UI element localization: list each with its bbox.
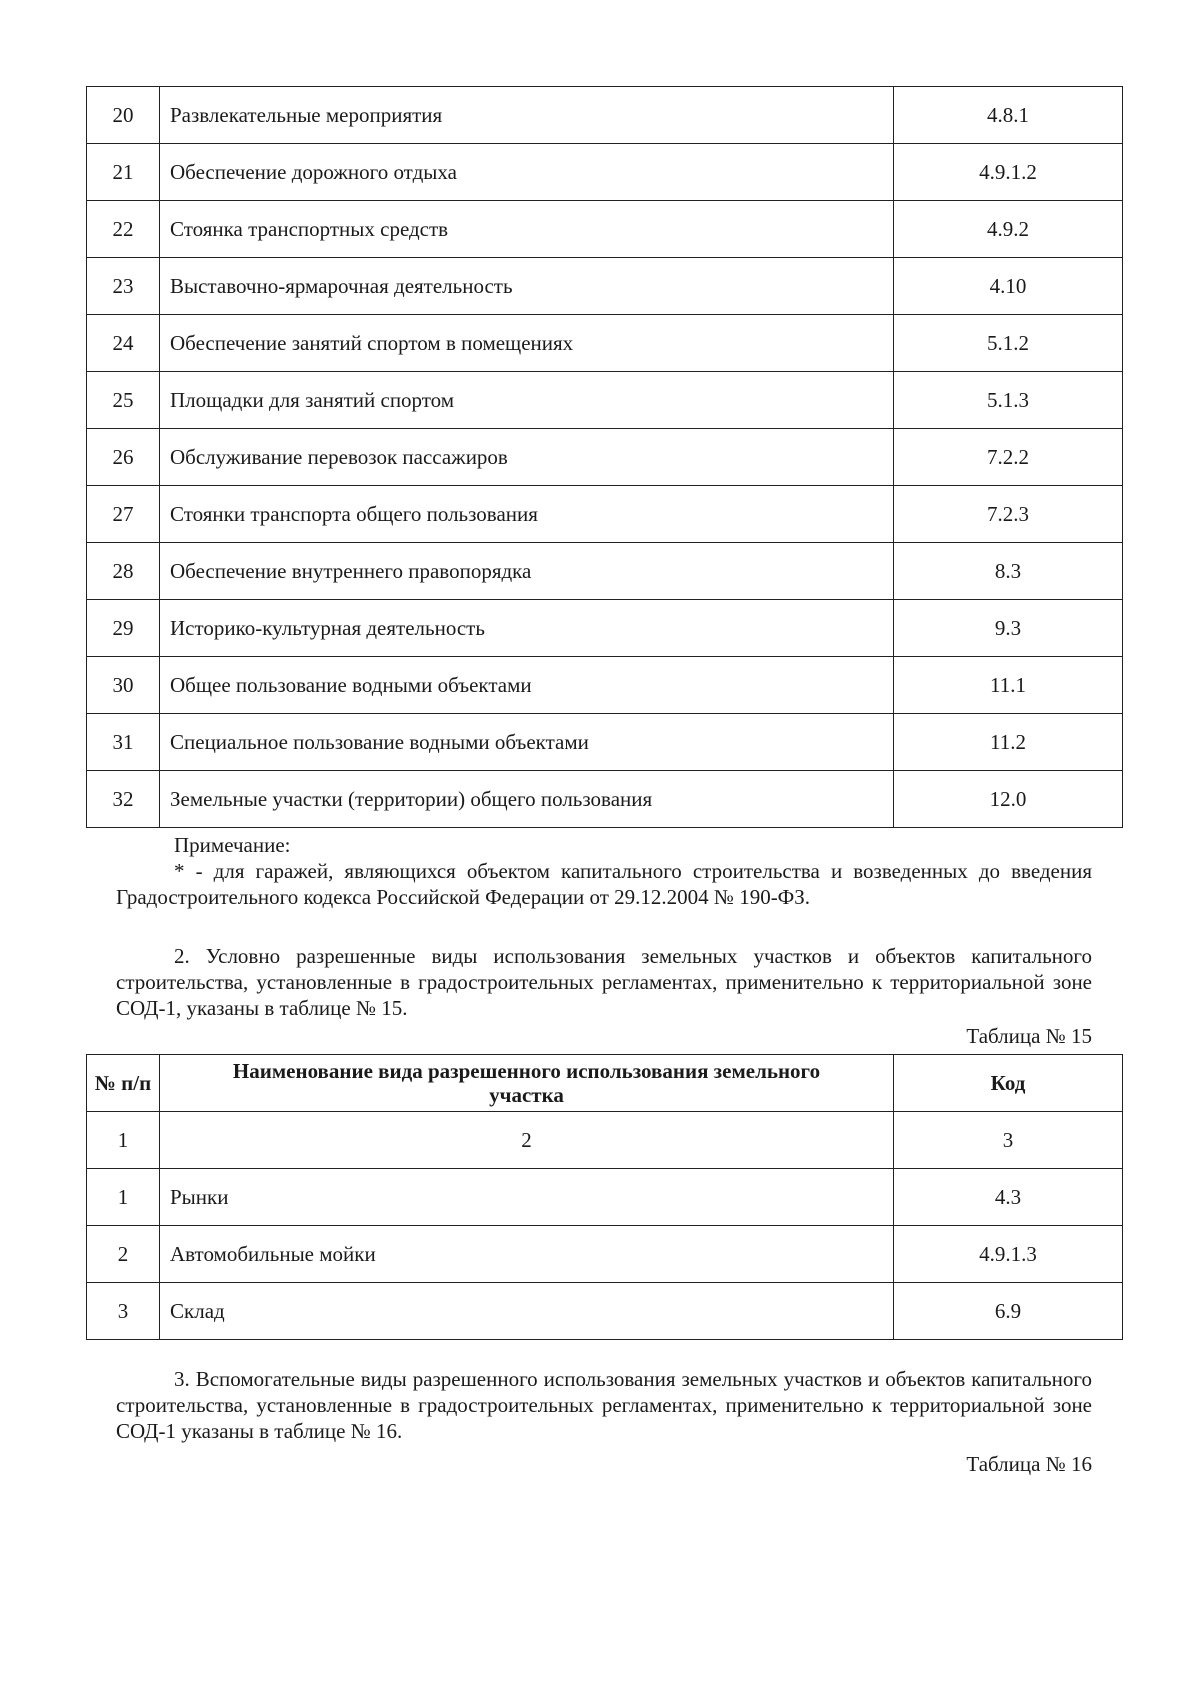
table-15-header-row [87, 1055, 1123, 1112]
use-code: 4.9.1.2 [894, 144, 1123, 201]
table-row [87, 258, 1123, 315]
section-3-paragraph [116, 1366, 1092, 1444]
use-code: 11.2 [894, 714, 1123, 771]
table-row [87, 144, 1123, 201]
note-block [116, 832, 1092, 910]
use-name: Земельные участки (территории) общего пользования [160, 771, 894, 828]
use-name: Обслуживание перевозок пассажиров [160, 429, 894, 486]
use-name: Общее пользование водными объектами [160, 657, 894, 714]
use-name: Обеспечение дорожного отдыха [160, 144, 894, 201]
section-3-text: 3. Вспомогательные виды разрешенного использования земельных участков и объектов капитального строительства, установленные в градостроительных регламентах, применительно к территориальной зоне СОД-1 указаны в таблице № 16. [116, 1367, 1092, 1443]
use-code: 4.9.1.3 [894, 1226, 1123, 1283]
table-16-caption: Таблица № 16 [966, 1452, 1092, 1476]
table-15-index-row [87, 1112, 1123, 1169]
use-code: 5.1.2 [894, 315, 1123, 372]
table-row [87, 486, 1123, 543]
table-row [87, 714, 1123, 771]
row-number: 29 [87, 600, 160, 657]
row-number: 3 [87, 1283, 160, 1340]
use-name: Стоянки транспорта общего пользования [160, 486, 894, 543]
use-code: 4.3 [894, 1169, 1123, 1226]
table-14-body [87, 87, 1123, 828]
use-name: Развлекательные мероприятия [160, 87, 894, 144]
table-row [87, 1226, 1123, 1283]
use-name: Специальное пользование водными объектами [160, 714, 894, 771]
use-code: 9.3 [894, 600, 1123, 657]
use-code: 4.10 [894, 258, 1123, 315]
header-code: Код [894, 1055, 1123, 1112]
use-name: Историко-культурная деятельность [160, 600, 894, 657]
row-number: 22 [87, 201, 160, 258]
use-name: Выставочно-ярмарочная деятельность [160, 258, 894, 315]
use-code: 7.2.3 [894, 486, 1123, 543]
use-code: 5.1.3 [894, 372, 1123, 429]
use-name: Рынки [160, 1169, 894, 1226]
row-number: 21 [87, 144, 160, 201]
use-code: 7.2.2 [894, 429, 1123, 486]
index-num: 1 [87, 1112, 160, 1169]
use-name: Склад [160, 1283, 894, 1340]
table-15-body [87, 1169, 1123, 1340]
table-row [87, 600, 1123, 657]
header-name: Наименование вида разрешенного использования земельного участка [160, 1055, 894, 1112]
note-title: Примечание: [174, 833, 291, 857]
row-number: 28 [87, 543, 160, 600]
table-row [87, 315, 1123, 372]
row-number: 26 [87, 429, 160, 486]
table-15-caption: Таблица № 15 [966, 1024, 1092, 1048]
table-row [87, 372, 1123, 429]
use-name: Стоянка транспортных средств [160, 201, 894, 258]
permitted-uses-table-14 [86, 86, 1123, 828]
index-name: 2 [160, 1112, 894, 1169]
note-text: * - для гаражей, являющихся объектом капитального строительства и возведенных до введения Градостроительного кодекса Российской Федерации от 29.12.2004 № 190-ФЗ. [116, 859, 1092, 909]
table-row [87, 771, 1123, 828]
use-name: Обеспечение внутреннего правопорядка [160, 543, 894, 600]
row-number: 23 [87, 258, 160, 315]
use-code: 8.3 [894, 543, 1123, 600]
use-code: 4.9.2 [894, 201, 1123, 258]
table-row [87, 657, 1123, 714]
table-row [87, 87, 1123, 144]
use-code: 6.9 [894, 1283, 1123, 1340]
use-name: Автомобильные мойки [160, 1226, 894, 1283]
use-name: Площадки для занятий спортом [160, 372, 894, 429]
row-number: 30 [87, 657, 160, 714]
header-num: № п/п [87, 1055, 160, 1112]
use-code: 4.8.1 [894, 87, 1123, 144]
section-2-paragraph [116, 943, 1092, 1021]
row-number: 24 [87, 315, 160, 372]
table-row [87, 429, 1123, 486]
table-row [87, 1283, 1123, 1340]
row-number: 27 [87, 486, 160, 543]
row-number: 25 [87, 372, 160, 429]
conditional-uses-table-15 [86, 1054, 1123, 1340]
use-code: 12.0 [894, 771, 1123, 828]
table-row [87, 543, 1123, 600]
row-number: 2 [87, 1226, 160, 1283]
row-number: 1 [87, 1169, 160, 1226]
table-row [87, 201, 1123, 258]
index-code: 3 [894, 1112, 1123, 1169]
row-number: 20 [87, 87, 160, 144]
section-2-text: 2. Условно разрешенные виды использования земельных участков и объектов капитального строительства, установленные в градостроительных регламентах, применительно к территориальной зоне СОД-1, указаны в таблице № 15. [116, 944, 1092, 1020]
use-code: 11.1 [894, 657, 1123, 714]
use-name: Обеспечение занятий спортом в помещениях [160, 315, 894, 372]
row-number: 32 [87, 771, 160, 828]
row-number: 31 [87, 714, 160, 771]
table-row [87, 1169, 1123, 1226]
